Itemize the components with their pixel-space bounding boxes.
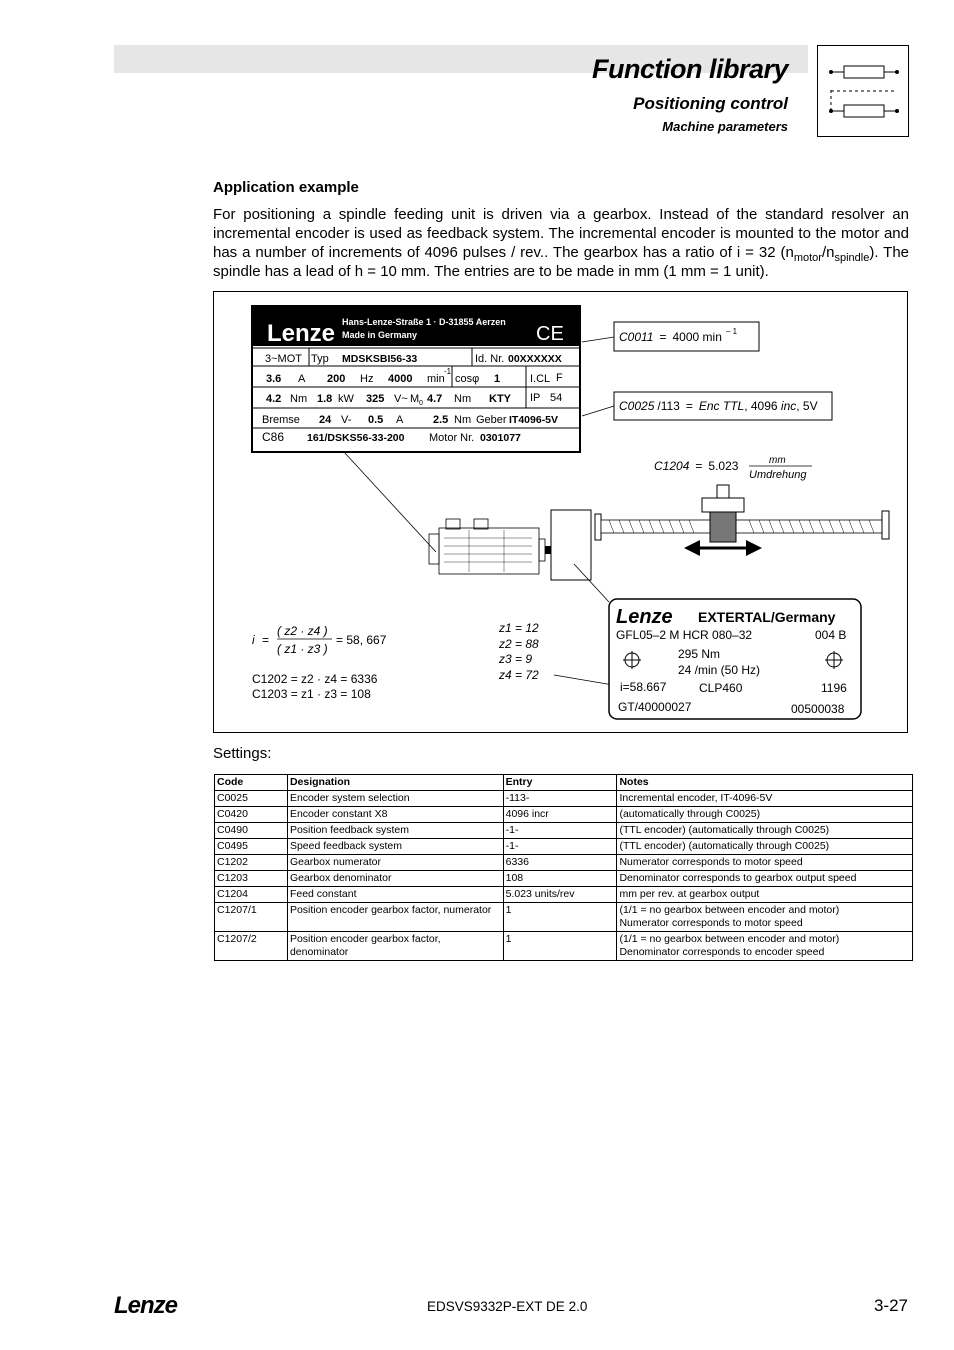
svg-text:54: 54 [550,392,563,404]
table-row [215,807,913,823]
svg-text:I.CL: I.CL [530,373,551,385]
cell-code: C0025 [215,791,288,807]
cell-designation: Encoder system selection [287,791,503,807]
cell-notes: Denominator corresponds to gearbox output speed [617,871,913,887]
cell-code: C0495 [215,839,288,855]
cell-designation: Gearbox numerator [287,855,503,871]
svg-text:M: M [410,393,420,405]
cell-entry: -1- [503,823,617,839]
cell-code: C1203 [215,871,288,887]
svg-text:mm: mm [769,455,786,466]
table-row [215,823,913,839]
column-header: Code [215,775,288,791]
svg-text:V-: V- [341,414,352,426]
svg-text:IT4096-5V: IT4096-5V [509,414,559,426]
cell-notes: (1/1 = no gearbox between encoder and motor) Numerator corresponds to motor speed [617,903,913,932]
svg-text:z2 = 88: z2 = 88 [499,637,539,651]
svg-text:GFL05–2 M HCR 080–32: GFL05–2 M HCR 080–32 [616,628,753,642]
nameplate-logo: Lenze [267,320,336,347]
svg-text:A: A [396,414,404,426]
svg-text:0.5: 0.5 [368,414,384,426]
svg-text:( z1 · z3 ): ( z1 · z3 ) [277,642,328,656]
gear-teeth-list [498,621,619,686]
page-title: Function library [591,54,788,84]
cell-entry: 4096 incr [503,807,617,823]
svg-text:161/DSKS56-33-200: 161/DSKS56-33-200 [307,432,405,444]
table-row [215,791,913,807]
svg-text:325: 325 [366,393,385,405]
svg-text:0301077: 0301077 [480,432,521,444]
column-header: Notes [617,775,913,791]
svg-text:CLP460: CLP460 [699,681,743,695]
svg-text:C0025/113=Enc TTL, 4096 inc, 5: C0025 /113 = Enc TTL, 4096 inc, 5V [619,399,818,413]
cell-entry: 1 [503,932,617,961]
svg-text:i=58.667: i=58.667 [620,680,667,694]
motor-nameplate [252,306,580,452]
svg-text:Id. Nr.: Id. Nr. [475,353,505,365]
cell-designation: Position encoder gearbox factor, denominator [287,932,503,961]
svg-text:3.6: 3.6 [266,373,282,385]
cell-code: C0490 [215,823,288,839]
svg-text:-1: -1 [444,367,452,376]
svg-text:1196: 1196 [821,681,847,695]
intro-paragraph: For positioning a spindle feeding unit is driven via a gearbox. Instead of the standard resolver an incremental encoder is used as feedback system. The incremental encoder is mounted to the motor and has a number of increments of 4096 pulses / rev.. The gearbox has a ratio of i = 32 $(n_{motor}/n_{spindle})$. The spindle has a lead of h = 10 mm. The entries are to be made in mm (1 mm = 1 unit). [213,206,910,280]
callout-c0025 [582,392,832,420]
ce-mark: CE [536,323,564,345]
cell-code: C1202 [215,855,288,871]
table-row [215,903,913,932]
svg-text:2.5: 2.5 [433,414,449,426]
cell-code: C1204 [215,887,288,903]
svg-text:( z2 · z4 ): ( z2 · z4 ) [277,624,328,638]
svg-text:– 1: – 1 [726,327,738,336]
svg-text:24 /min (50 Hz): 24 /min (50 Hz) [678,663,761,677]
svg-text:Hz: Hz [360,373,374,385]
cell-entry: 108 [503,871,617,887]
cell-entry: 5.023 units/rev [503,887,617,903]
svg-text:Nm: Nm [290,393,308,405]
cell-designation: Feed constant [287,887,503,903]
settings-table [214,774,913,961]
svg-text:KTY: KTY [489,393,511,405]
svg-text:1: 1 [494,373,501,385]
cell-designation: Position feedback system [287,823,503,839]
footer-doc-id: EDSVS9332P-EXT DE 2.0 [427,1299,588,1314]
svg-text:EXTERTAL/Germany: EXTERTAL/Germany [698,609,836,625]
svg-text:C86: C86 [262,430,285,444]
svg-text:200: 200 [327,373,346,385]
svg-text:4000: 4000 [388,373,413,385]
svg-text:00XXXXXX: 00XXXXXX [508,353,562,365]
cell-designation: Speed feedback system [287,839,503,855]
svg-text:Nm: Nm [454,393,472,405]
cell-entry: -1- [503,839,617,855]
svg-text:V~: V~ [394,393,408,405]
svg-text:24: 24 [319,414,332,426]
svg-text:=: = [262,633,270,647]
section-heading: Application example [213,179,359,196]
svg-text:C1203 = z1 · z3 = 108: C1203 = z1 · z3 = 108 [252,687,371,701]
svg-text:295 Nm: 295 Nm [678,647,721,661]
svg-text:4.2: 4.2 [266,393,282,405]
svg-text:kW: kW [338,393,354,405]
svg-text:cosφ: cosφ [455,373,480,385]
spindle-drawing [595,485,889,556]
svg-text:004 B: 004 B [815,628,847,642]
application-figure [213,291,908,733]
ratio-formula [252,624,387,701]
cell-designation: Gearbox denominator [287,871,503,887]
svg-text:z1 = 12: z1 = 12 [499,621,539,635]
page-subtitle: Positioning control [633,94,788,113]
svg-text:Typ: Typ [311,353,329,365]
svg-text:min: min [427,373,445,385]
cell-code: C1207/1 [215,903,288,932]
svg-text:Lenze: Lenze [616,606,673,628]
function-block-icon [817,45,909,137]
cell-designation: Encoder constant X8 [287,807,503,823]
svg-text:IP: IP [530,392,541,404]
cell-designation: Position encoder gearbox factor, numerator [287,903,503,932]
column-header: Designation [287,775,503,791]
cell-code: C1207/2 [215,932,288,961]
svg-text:C1202 = z2 · z4 = 6336: C1202 = z2 · z4 = 6336 [252,672,378,686]
table-header-row [215,775,913,791]
svg-text:z4 = 72: z4 = 72 [499,668,539,682]
settings-label: Settings: [213,745,272,762]
table-row [215,932,913,961]
svg-text:4.7: 4.7 [427,393,443,405]
svg-text:i: i [252,633,255,647]
svg-text:z3 = 9: z3 = 9 [499,652,533,666]
table-row [215,855,913,871]
cell-entry: 1 [503,903,617,932]
gearbox-nameplate [609,599,861,719]
svg-text:MDSKSBI56-33: MDSKSBI56-33 [342,353,418,365]
table-row [215,839,913,855]
callout-c1204 [654,455,812,481]
cell-notes: (automatically through C0025) [617,807,913,823]
svg-text:1.8: 1.8 [317,393,333,405]
svg-text:F: F [556,372,563,384]
cell-notes: (TTL encoder) (automatically through C0025) [617,823,913,839]
svg-text:C1204=5.023: C1204 = 5.023 [654,459,739,473]
svg-text:= 58, 667: = 58, 667 [336,633,387,647]
cell-notes: Numerator corresponds to motor speed [617,855,913,871]
table-row [215,871,913,887]
cell-code: C0420 [215,807,288,823]
svg-text:Bremse: Bremse [262,414,300,426]
svg-text:A: A [298,373,306,385]
cell-notes: (TTL encoder) (automatically through C0025) [617,839,913,855]
svg-text:Geber: Geber [476,414,507,426]
svg-text:Made in Germany: Made in Germany [342,330,418,340]
cell-entry: -113- [503,791,617,807]
svg-text:C0011=4000 min: C0011 = 4000 min [619,330,722,344]
page-number: 3-27 [873,1296,908,1315]
motor-drawing [344,452,609,602]
cell-notes: mm per rev. at gearbox output [617,887,913,903]
footer-logo: Lenze [114,1292,178,1319]
column-header: Entry [503,775,617,791]
svg-text:3~MOT: 3~MOT [265,353,302,365]
cell-notes: Incremental encoder, IT-4096-5V [617,791,913,807]
callout-c0011 [582,322,759,351]
svg-text:0: 0 [419,400,423,407]
svg-text:Motor Nr.: Motor Nr. [429,432,475,444]
table-row [215,887,913,903]
cell-entry: 6336 [503,855,617,871]
cell-notes: (1/1 = no gearbox between encoder and motor) Denominator corresponds to encoder speed [617,932,913,961]
svg-text:GT/40000027: GT/40000027 [618,700,692,714]
svg-text:Umdrehung: Umdrehung [749,469,807,481]
page-subsubtitle: Machine parameters [662,119,788,134]
svg-text:00500038: 00500038 [791,702,845,716]
svg-text:Nm: Nm [454,414,472,426]
svg-text:Hans-Lenze-Straße 1 · D-31855: Hans-Lenze-Straße 1 · D-31855 Aerzen [342,317,506,327]
